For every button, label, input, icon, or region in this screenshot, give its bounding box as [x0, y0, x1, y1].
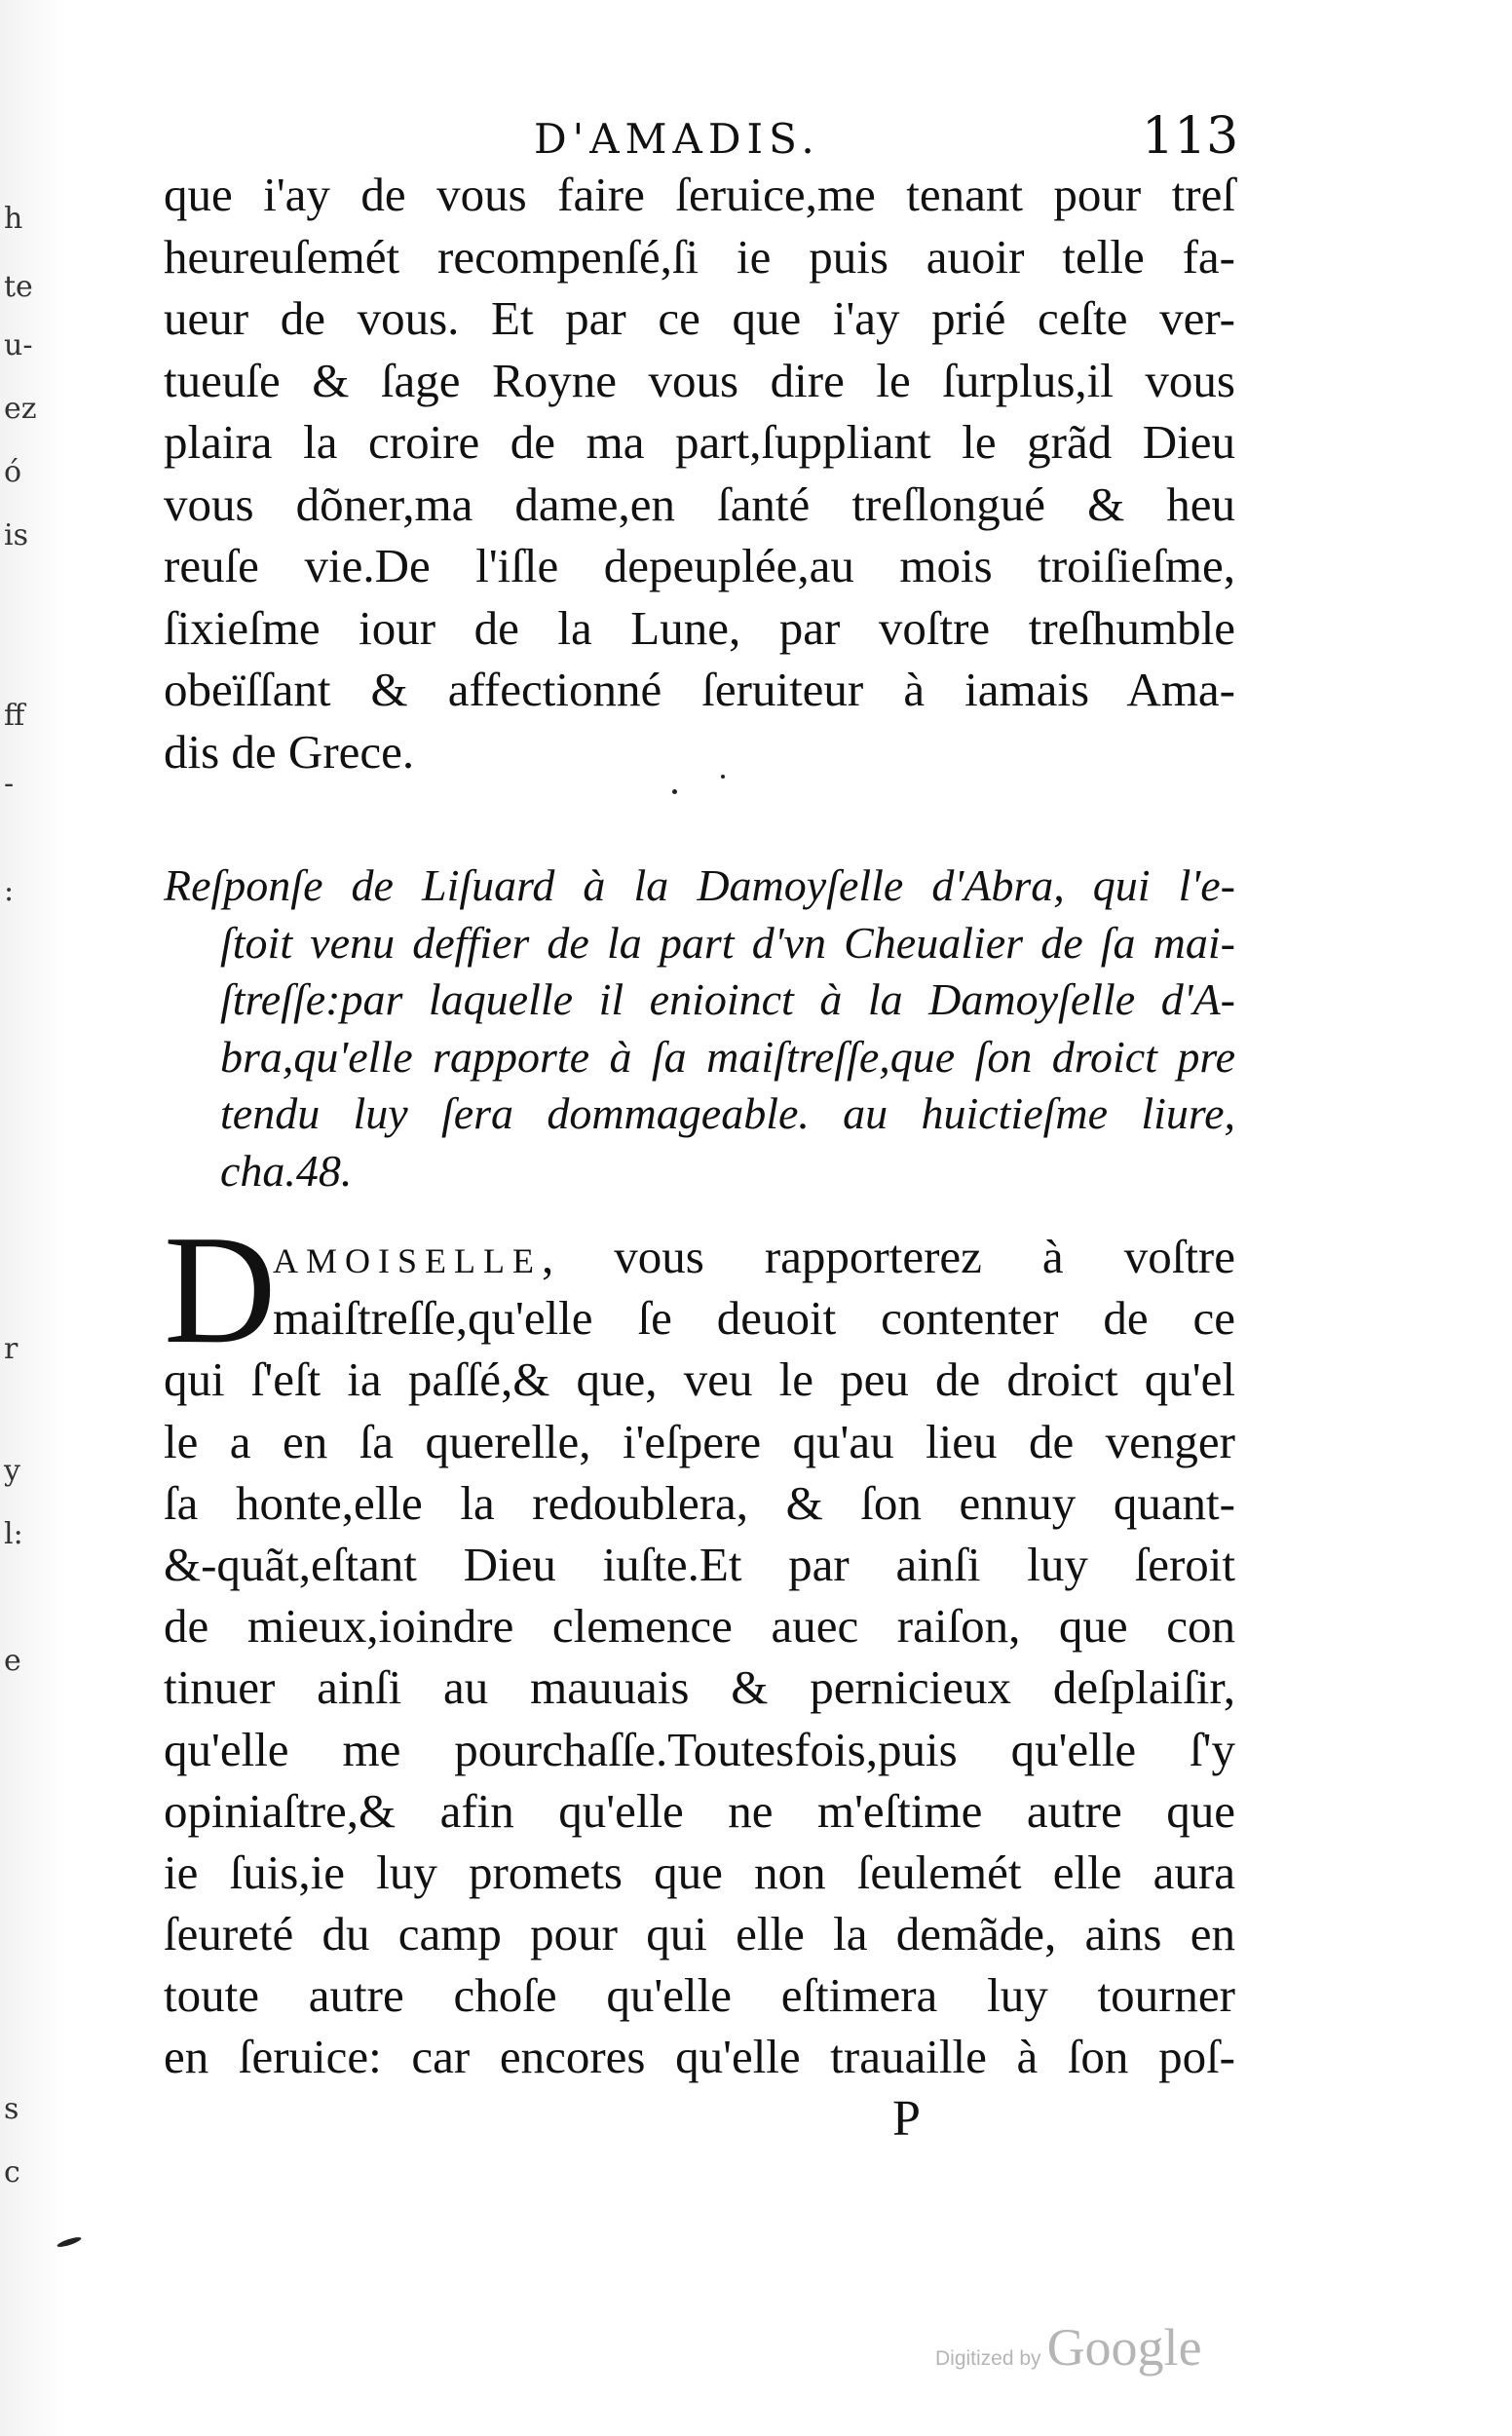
section-heading [164, 857, 1235, 1199]
text-line: qu'elle me pourchaſſe.Toutesfois,puis qu'elle ſ'y [164, 1722, 1235, 1776]
text-line: en ſeruice: car encores qu'elle trauaille à ſon poſ- [164, 2030, 1235, 2084]
text-line: obeïſſant & affectionné ſeruiteur à iamais Ama- [164, 663, 1235, 716]
watermark-prefix: Digitized by [935, 2347, 1041, 2370]
bleed-through-fragment: h [4, 202, 23, 236]
bleed-through-fragment: - [4, 767, 15, 801]
heading-line: ſtoit venu deffier de la part d'vn Cheualier de ſa mai- [220, 917, 1235, 968]
text-line: tueuſe & ſage Royne vous dire le ſurplus,il vous [164, 353, 1235, 407]
bleed-through-fragment: u- [4, 328, 33, 362]
text-line: le a en ſa querelle, i'eſpere qu'au lieu de venger [164, 1414, 1235, 1468]
text-line: ueur de vous. Et par ce que i'ay prié ceſte ver- [164, 291, 1235, 345]
text-line: tinuer ainſi au mauuais & pernicieux deſplaiſir, [164, 1660, 1235, 1715]
text-line: qui ſ'eſt ia paſſé,& que, veu le peu de droict qu'el [164, 1352, 1235, 1407]
body-text-top [164, 164, 1235, 782]
heading-line: cha.48. [220, 1145, 353, 1196]
text-line: &-quãt,eſtant Dieu iuſte.Et par ainſi luy ſeroit [164, 1537, 1235, 1591]
heading-line: Reſponſe de Liſuard à la Damoyſelle d'Abra, qui l'e- [164, 860, 1235, 910]
bleed-through-fragment: y [4, 1454, 20, 1488]
bleed-through-fragment: ff [4, 699, 25, 733]
text-line: plaira la croire de ma part,ſuppliant le grãd Dieu [164, 415, 1235, 469]
bleed-through-fragment: s [4, 2092, 19, 2126]
digitized-watermark [935, 2317, 1202, 2378]
text-line: de mieux,ioindre clemence auec raiſon, que con [164, 1599, 1235, 1654]
bleed-through-fragment: l: [4, 1517, 23, 1551]
text-line: dis de Grece. [164, 724, 415, 779]
drop-cap: D [164, 1202, 277, 1376]
bleed-through-fragment: e [4, 1644, 21, 1678]
watermark-logo: Google [1046, 2318, 1202, 2377]
text-line: opiniaſtre,& afin qu'elle ne m'eſtime autre que [164, 1783, 1235, 1838]
text-line: ſeureté du camp pour qui elle la demãde, ains en [164, 1907, 1235, 1961]
text-line: heureuſemét recompenſé,ſi ie puis auoir telle fa- [164, 229, 1235, 284]
heading-line: tendu luy ſera dommageable. au huictieſme liure, [220, 1088, 1235, 1138]
text-line: vous dõner,ma dame,en ſanté treſlongué & heu [164, 476, 1235, 531]
text-line: que i'ay de vous faire ſeruice,me tenant pour treſ [164, 168, 1235, 221]
ink-speck [721, 775, 725, 779]
ink-speck [672, 789, 677, 794]
heading-line: ſtreſſe:par laquelle il enioinct à la Damoyſelle d'A- [220, 974, 1235, 1024]
text-line: maiſtreſſe,qu'elle ſe deuoit contenter de ce [273, 1291, 1235, 1346]
signature-mark: P [892, 2091, 921, 2147]
bleed-through-fragment: te [4, 270, 33, 304]
first-line-rest: , vous rapporterez à voſtre [541, 1230, 1235, 1283]
bleed-through-fragment: r [4, 1332, 19, 1366]
text-line: ſa honte,elle la redoublera, & ſon ennuy quant- [164, 1475, 1235, 1530]
heading-line: bra,qu'elle rapporte à ſa maiſtreſſe,que ſon droict pre [220, 1031, 1235, 1082]
opening-word: AMOISELLE [273, 1241, 542, 1280]
text-line: toute autre choſe qu'elle eſtimera luy tourner [164, 1968, 1235, 2023]
text-line: ſixieſme iour de la Lune, par voſtre treſhumble [164, 600, 1235, 655]
running-head: D'AMADIS. [534, 115, 820, 163]
binding-gutter [0, 0, 68, 2436]
bleed-through-fragment: : [4, 874, 15, 908]
letter-body [164, 1226, 1235, 2088]
bleed-through-fragment: ez [4, 392, 37, 426]
text-line: ie ſuis,ie luy promets que non ſeulemét elle aura [164, 1845, 1235, 1899]
text-line: reuſe vie.De l'iſle depeuplée,au mois troiſieſme, [164, 539, 1235, 592]
page-number: 113 [1142, 107, 1239, 166]
bleed-through-fragment: ó [4, 455, 22, 489]
bleed-through-fragment: c [4, 2155, 20, 2189]
letter-first-line [164, 1226, 1235, 1287]
bleed-through-fragment: is [4, 518, 28, 552]
